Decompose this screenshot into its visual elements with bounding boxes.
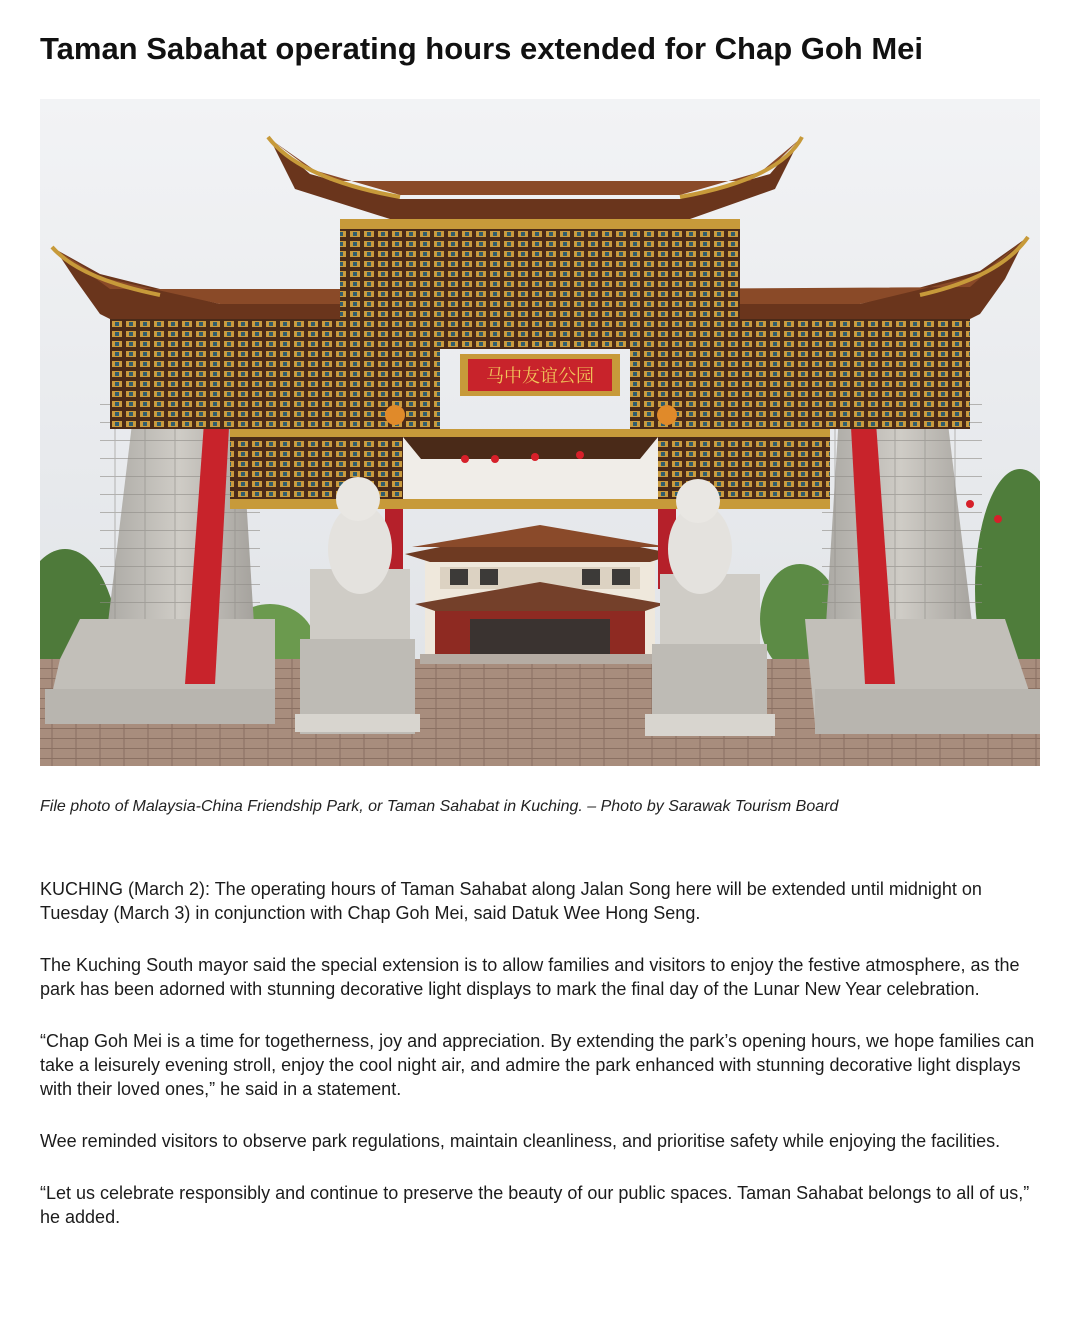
lower-carved-beam [230,429,830,509]
article [40,0,1040,1229]
signboard [460,354,620,396]
paragraph-3: “Chap Goh Mei is a time for togetherness, joy and appreciation. By extending the park’s opening hours, we hope families can take a leisurely evening stroll, enjoy the cool night air, and admire the park enhanced with stunning decorative light displays with their loved ones,” he said in a statement. [40,1031,1035,1099]
photo-caption: File photo of Malaysia-China Friendship Park, or Taman Sahabat in Kuching. – Photo by Sarawak Tourism Board [40,798,839,815]
friendship-gate-illustration [40,99,1040,766]
article-body [40,877,1040,1229]
article-headline: Taman Sabahat operating hours extended for Chap Goh Mei [40,31,924,66]
paragraph-4: Wee reminded visitors to observe park regulations, maintain cleanliness, and prioritise safety while enjoying the facilities. [40,1131,1001,1151]
background-hall [405,525,675,664]
article-photo [40,99,1040,766]
paragraph-2: The Kuching South mayor said the special extension is to allow families and visitors to enjoy the festive atmosphere, as the park has been adorned with stunning decorative light displays to mark the final day of the Lunar New Year celebration. [40,955,1020,999]
signboard-text: 马中友谊公园 [486,366,594,387]
paragraph-5: “Let us celebrate responsibly and continue to preserve the beauty of our public spaces. Taman Sahabat belongs to all of us,” he added. [40,1183,1030,1227]
paragraph-1: KUCHING (March 2): The operating hours of Taman Sahabat along Jalan Song here will be extended until midnight on Tuesday (March 3) in conjunction with Chap Goh Mei, said Datuk Wee Hong Seng. [40,879,982,923]
